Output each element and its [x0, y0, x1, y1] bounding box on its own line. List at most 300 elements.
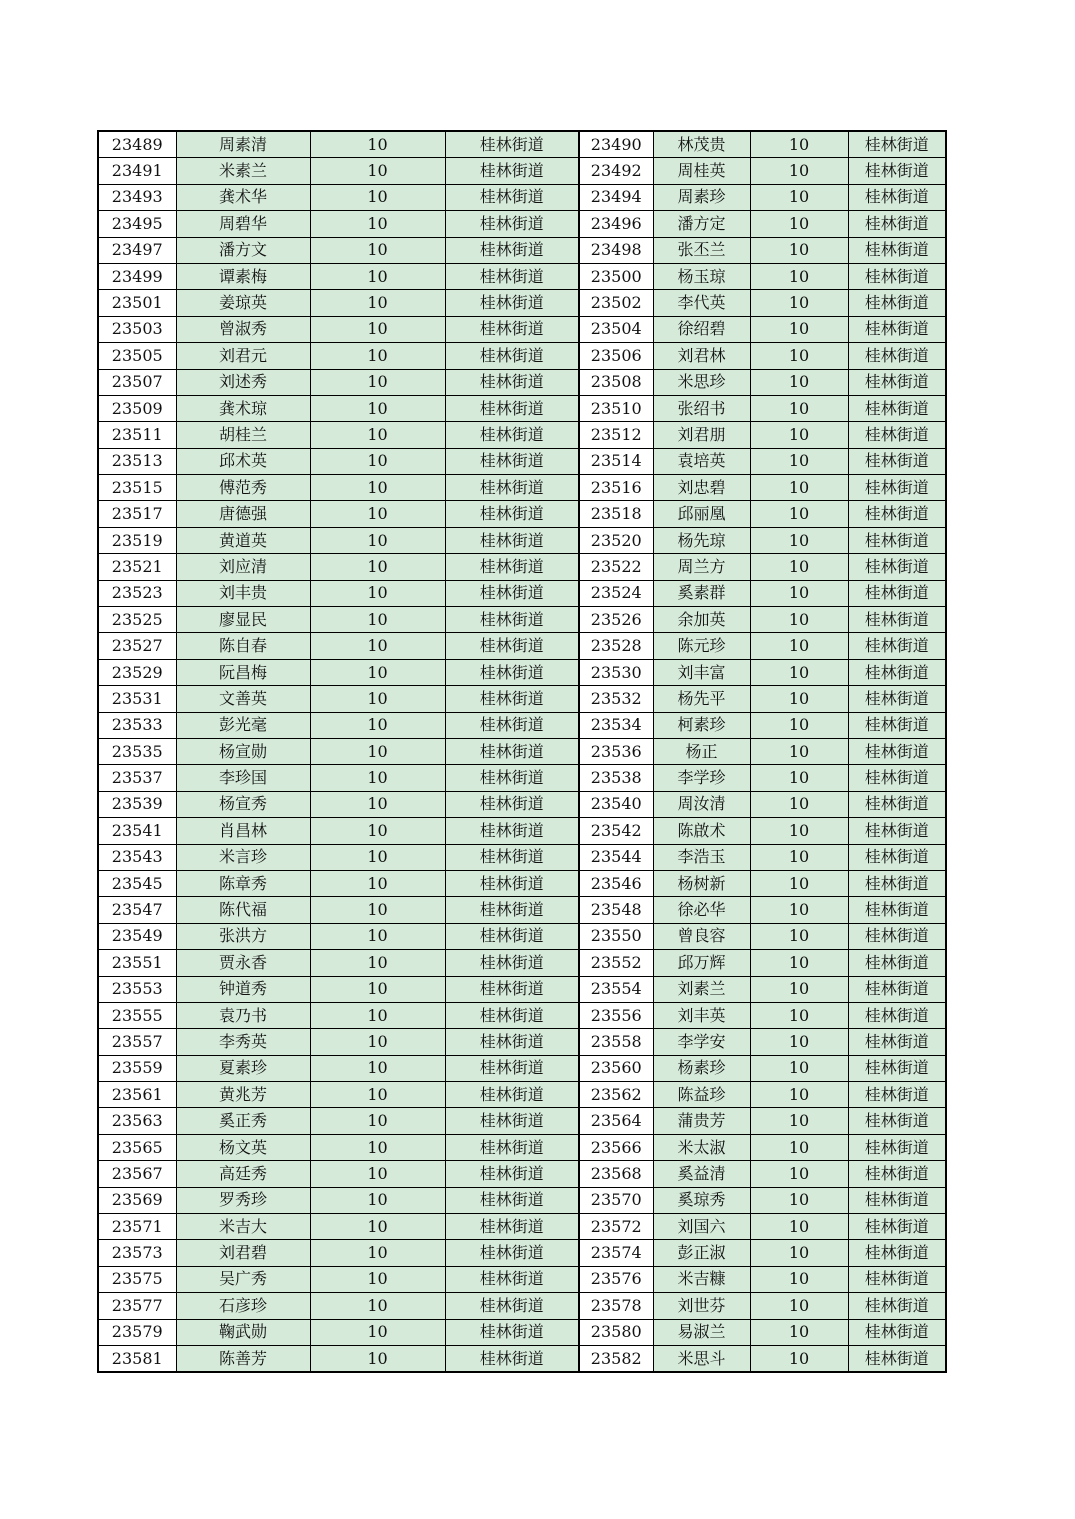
amount-cell: 10	[750, 1002, 848, 1028]
amount-cell: 10	[750, 501, 848, 527]
amount-cell: 10	[310, 686, 445, 712]
subdistrict-cell: 桂林街道	[445, 1240, 579, 1266]
person-name-cell: 袁培英	[653, 448, 750, 474]
amount-cell: 10	[750, 791, 848, 817]
person-name-cell: 袁乃书	[176, 1002, 310, 1028]
table-row	[98, 131, 946, 158]
table-row	[98, 738, 946, 764]
subdistrict-cell: 桂林街道	[848, 950, 946, 976]
subdistrict-cell: 桂林街道	[848, 1293, 946, 1319]
person-name-cell: 钟道秀	[176, 976, 310, 1002]
record-id-cell: 23552	[579, 950, 653, 976]
person-name-cell: 周汝清	[653, 791, 750, 817]
person-name-cell: 彭光毫	[176, 712, 310, 738]
subdistrict-cell: 桂林街道	[445, 607, 579, 633]
record-id-cell: 23538	[579, 765, 653, 791]
table-row	[98, 1055, 946, 1081]
amount-cell: 10	[750, 580, 848, 606]
record-id-cell: 23533	[98, 712, 176, 738]
person-name-cell: 奚益清	[653, 1161, 750, 1187]
person-name-cell: 杨素珍	[653, 1055, 750, 1081]
record-id-cell: 23545	[98, 870, 176, 896]
amount-cell: 10	[310, 870, 445, 896]
table-row	[98, 1161, 946, 1187]
person-name-cell: 林茂贵	[653, 131, 750, 158]
table-row	[98, 818, 946, 844]
subdistrict-cell: 桂林街道	[848, 237, 946, 263]
subdistrict-cell: 桂林街道	[445, 475, 579, 501]
person-name-cell: 杨宣秀	[176, 791, 310, 817]
subdistrict-cell: 桂林街道	[445, 580, 579, 606]
table-row	[98, 1293, 946, 1319]
subdistrict-cell: 桂林街道	[848, 1240, 946, 1266]
person-name-cell: 夏素珍	[176, 1055, 310, 1081]
subdistrict-cell: 桂林街道	[848, 897, 946, 923]
amount-cell: 10	[310, 1345, 445, 1372]
person-name-cell: 高廷秀	[176, 1161, 310, 1187]
person-name-cell: 陈啟术	[653, 818, 750, 844]
amount-cell: 10	[750, 870, 848, 896]
subdistrict-cell: 桂林街道	[445, 818, 579, 844]
subdistrict-cell: 桂林街道	[445, 131, 579, 158]
amount-cell: 10	[750, 422, 848, 448]
table-row	[98, 607, 946, 633]
subdistrict-cell: 桂林街道	[445, 765, 579, 791]
table-row	[98, 1029, 946, 1055]
person-name-cell: 周素珍	[653, 184, 750, 210]
person-name-cell: 龚术华	[176, 184, 310, 210]
person-name-cell: 陈善芳	[176, 1345, 310, 1372]
subdistrict-cell: 桂林街道	[445, 211, 579, 237]
person-name-cell: 杨先琼	[653, 527, 750, 553]
person-name-cell: 张洪方	[176, 923, 310, 949]
amount-cell: 10	[750, 950, 848, 976]
person-name-cell: 李代英	[653, 290, 750, 316]
amount-cell: 10	[310, 897, 445, 923]
person-name-cell: 姜琼英	[176, 290, 310, 316]
table-row	[98, 659, 946, 685]
amount-cell: 10	[750, 1345, 848, 1372]
record-id-cell: 23521	[98, 554, 176, 580]
subdistrict-cell: 桂林街道	[445, 844, 579, 870]
subdistrict-cell: 桂林街道	[848, 765, 946, 791]
record-id-cell: 23560	[579, 1055, 653, 1081]
record-id-cell: 23522	[579, 554, 653, 580]
table-row	[98, 1266, 946, 1292]
amount-cell: 10	[310, 1002, 445, 1028]
amount-cell: 10	[750, 316, 848, 342]
record-id-cell: 23572	[579, 1214, 653, 1240]
person-name-cell: 柯素珍	[653, 712, 750, 738]
subdistrict-cell: 桂林街道	[445, 554, 579, 580]
subdistrict-cell: 桂林街道	[848, 263, 946, 289]
record-id-cell: 23518	[579, 501, 653, 527]
amount-cell: 10	[750, 1214, 848, 1240]
record-id-cell: 23511	[98, 422, 176, 448]
subdistrict-cell: 桂林街道	[848, 1029, 946, 1055]
amount-cell: 10	[310, 818, 445, 844]
amount-cell: 10	[310, 633, 445, 659]
roster-table	[97, 130, 947, 1373]
person-name-cell: 刘忠碧	[653, 475, 750, 501]
table-row	[98, 527, 946, 553]
amount-cell: 10	[750, 1187, 848, 1213]
amount-cell: 10	[750, 1055, 848, 1081]
amount-cell: 10	[310, 158, 445, 184]
table-row	[98, 501, 946, 527]
record-id-cell: 23558	[579, 1029, 653, 1055]
table-row	[98, 158, 946, 184]
record-id-cell: 23536	[579, 738, 653, 764]
record-id-cell: 23517	[98, 501, 176, 527]
record-id-cell: 23505	[98, 343, 176, 369]
person-name-cell: 易淑兰	[653, 1319, 750, 1345]
person-name-cell: 刘丰贵	[176, 580, 310, 606]
person-name-cell: 陈代福	[176, 897, 310, 923]
subdistrict-cell: 桂林街道	[848, 1187, 946, 1213]
person-name-cell: 曾淑秀	[176, 316, 310, 342]
person-name-cell: 刘君朋	[653, 422, 750, 448]
record-id-cell: 23580	[579, 1319, 653, 1345]
person-name-cell: 奚正秀	[176, 1108, 310, 1134]
table-row	[98, 1002, 946, 1028]
amount-cell: 10	[310, 976, 445, 1002]
amount-cell: 10	[310, 1319, 445, 1345]
subdistrict-cell: 桂林街道	[848, 554, 946, 580]
amount-cell: 10	[310, 738, 445, 764]
record-id-cell: 23574	[579, 1240, 653, 1266]
amount-cell: 10	[750, 633, 848, 659]
subdistrict-cell: 桂林街道	[848, 738, 946, 764]
amount-cell: 10	[750, 1319, 848, 1345]
amount-cell: 10	[750, 1293, 848, 1319]
person-name-cell: 刘国六	[653, 1214, 750, 1240]
subdistrict-cell: 桂林街道	[848, 870, 946, 896]
subdistrict-cell: 桂林街道	[848, 343, 946, 369]
record-id-cell: 23568	[579, 1161, 653, 1187]
amount-cell: 10	[310, 950, 445, 976]
record-id-cell: 23576	[579, 1266, 653, 1292]
table-row	[98, 1108, 946, 1134]
person-name-cell: 米太淑	[653, 1134, 750, 1160]
person-name-cell: 李秀英	[176, 1029, 310, 1055]
person-name-cell: 李学安	[653, 1029, 750, 1055]
record-id-cell: 23504	[579, 316, 653, 342]
record-id-cell: 23513	[98, 448, 176, 474]
record-id-cell: 23544	[579, 844, 653, 870]
table-row	[98, 976, 946, 1002]
subdistrict-cell: 桂林街道	[445, 712, 579, 738]
person-name-cell: 张绍书	[653, 395, 750, 421]
table-row	[98, 870, 946, 896]
person-name-cell: 奚素群	[653, 580, 750, 606]
amount-cell: 10	[310, 580, 445, 606]
table-row	[98, 633, 946, 659]
person-name-cell: 蒲贵芳	[653, 1108, 750, 1134]
subdistrict-cell: 桂林街道	[848, 633, 946, 659]
amount-cell: 10	[750, 686, 848, 712]
person-name-cell: 彭正淑	[653, 1240, 750, 1266]
person-name-cell: 廖显民	[176, 607, 310, 633]
person-name-cell: 刘丰富	[653, 659, 750, 685]
record-id-cell: 23516	[579, 475, 653, 501]
subdistrict-cell: 桂林街道	[445, 343, 579, 369]
subdistrict-cell: 桂林街道	[848, 580, 946, 606]
subdistrict-cell: 桂林街道	[848, 1266, 946, 1292]
person-name-cell: 曾良容	[653, 923, 750, 949]
amount-cell: 10	[750, 1240, 848, 1266]
subdistrict-cell: 桂林街道	[445, 1214, 579, 1240]
amount-cell: 10	[310, 448, 445, 474]
subdistrict-cell: 桂林街道	[848, 1134, 946, 1160]
subdistrict-cell: 桂林街道	[848, 1108, 946, 1134]
record-id-cell: 23493	[98, 184, 176, 210]
table-row	[98, 369, 946, 395]
record-id-cell: 23526	[579, 607, 653, 633]
record-id-cell: 23570	[579, 1187, 653, 1213]
person-name-cell: 米思珍	[653, 369, 750, 395]
person-name-cell: 刘君元	[176, 343, 310, 369]
person-name-cell: 米思斗	[653, 1345, 750, 1372]
amount-cell: 10	[750, 131, 848, 158]
subdistrict-cell: 桂林街道	[445, 395, 579, 421]
subdistrict-cell: 桂林街道	[848, 158, 946, 184]
record-id-cell: 23499	[98, 263, 176, 289]
subdistrict-cell: 桂林街道	[848, 184, 946, 210]
table-row	[98, 422, 946, 448]
record-id-cell: 23525	[98, 607, 176, 633]
subdistrict-cell: 桂林街道	[445, 1029, 579, 1055]
person-name-cell: 李珍国	[176, 765, 310, 791]
amount-cell: 10	[310, 1293, 445, 1319]
amount-cell: 10	[310, 659, 445, 685]
subdistrict-cell: 桂林街道	[848, 1002, 946, 1028]
record-id-cell: 23492	[579, 158, 653, 184]
record-id-cell: 23535	[98, 738, 176, 764]
amount-cell: 10	[310, 184, 445, 210]
person-name-cell: 肖昌林	[176, 818, 310, 844]
record-id-cell: 23507	[98, 369, 176, 395]
record-id-cell: 23490	[579, 131, 653, 158]
amount-cell: 10	[310, 1108, 445, 1134]
record-id-cell: 23491	[98, 158, 176, 184]
amount-cell: 10	[310, 765, 445, 791]
subdistrict-cell: 桂林街道	[445, 263, 579, 289]
amount-cell: 10	[750, 475, 848, 501]
person-name-cell: 邱丽凰	[653, 501, 750, 527]
record-id-cell: 23564	[579, 1108, 653, 1134]
subdistrict-cell: 桂林街道	[445, 1002, 579, 1028]
amount-cell: 10	[310, 1055, 445, 1081]
person-name-cell: 米素兰	[176, 158, 310, 184]
person-name-cell: 潘方定	[653, 211, 750, 237]
subdistrict-cell: 桂林街道	[445, 870, 579, 896]
subdistrict-cell: 桂林街道	[445, 1266, 579, 1292]
subdistrict-cell: 桂林街道	[445, 1082, 579, 1108]
subdistrict-cell: 桂林街道	[445, 184, 579, 210]
person-name-cell: 徐绍碧	[653, 316, 750, 342]
subdistrict-cell: 桂林街道	[848, 501, 946, 527]
amount-cell: 10	[310, 501, 445, 527]
amount-cell: 10	[310, 1214, 445, 1240]
amount-cell: 10	[310, 712, 445, 738]
subdistrict-cell: 桂林街道	[848, 395, 946, 421]
record-id-cell: 23515	[98, 475, 176, 501]
subdistrict-cell: 桂林街道	[848, 211, 946, 237]
amount-cell: 10	[750, 976, 848, 1002]
table-row	[98, 475, 946, 501]
subdistrict-cell: 桂林街道	[848, 1345, 946, 1372]
table-row	[98, 765, 946, 791]
amount-cell: 10	[310, 1082, 445, 1108]
record-id-cell: 23565	[98, 1134, 176, 1160]
record-id-cell: 23529	[98, 659, 176, 685]
amount-cell: 10	[310, 422, 445, 448]
subdistrict-cell: 桂林街道	[445, 923, 579, 949]
amount-cell: 10	[750, 818, 848, 844]
record-id-cell: 23566	[579, 1134, 653, 1160]
amount-cell: 10	[750, 1266, 848, 1292]
record-id-cell: 23527	[98, 633, 176, 659]
amount-cell: 10	[750, 237, 848, 263]
table-row	[98, 1319, 946, 1345]
amount-cell: 10	[310, 237, 445, 263]
person-name-cell: 米吉大	[176, 1214, 310, 1240]
record-id-cell: 23495	[98, 211, 176, 237]
person-name-cell: 杨宣勋	[176, 738, 310, 764]
amount-cell: 10	[310, 395, 445, 421]
amount-cell: 10	[750, 158, 848, 184]
record-id-cell: 23553	[98, 976, 176, 1002]
subdistrict-cell: 桂林街道	[445, 1319, 579, 1345]
record-id-cell: 23500	[579, 263, 653, 289]
person-name-cell: 杨文英	[176, 1134, 310, 1160]
subdistrict-cell: 桂林街道	[445, 501, 579, 527]
subdistrict-cell: 桂林街道	[445, 158, 579, 184]
person-name-cell: 鞠武勋	[176, 1319, 310, 1345]
person-name-cell: 周碧华	[176, 211, 310, 237]
record-id-cell: 23563	[98, 1108, 176, 1134]
person-name-cell: 龚术琼	[176, 395, 310, 421]
subdistrict-cell: 桂林街道	[445, 976, 579, 1002]
record-id-cell: 23530	[579, 659, 653, 685]
amount-cell: 10	[750, 1134, 848, 1160]
amount-cell: 10	[310, 844, 445, 870]
table-row	[98, 263, 946, 289]
amount-cell: 10	[310, 369, 445, 395]
person-name-cell: 奚琼秀	[653, 1187, 750, 1213]
record-id-cell: 23575	[98, 1266, 176, 1292]
subdistrict-cell: 桂林街道	[445, 1055, 579, 1081]
record-id-cell: 23539	[98, 791, 176, 817]
person-name-cell: 傅范秀	[176, 475, 310, 501]
subdistrict-cell: 桂林街道	[848, 1214, 946, 1240]
record-id-cell: 23528	[579, 633, 653, 659]
record-id-cell: 23496	[579, 211, 653, 237]
amount-cell: 10	[310, 554, 445, 580]
record-id-cell: 23543	[98, 844, 176, 870]
record-id-cell: 23531	[98, 686, 176, 712]
person-name-cell: 周桂英	[653, 158, 750, 184]
record-id-cell: 23569	[98, 1187, 176, 1213]
subdistrict-cell: 桂林街道	[848, 712, 946, 738]
person-name-cell: 黄道英	[176, 527, 310, 553]
person-name-cell: 贾永香	[176, 950, 310, 976]
subdistrict-cell: 桂林街道	[445, 316, 579, 342]
subdistrict-cell: 桂林街道	[848, 422, 946, 448]
person-name-cell: 刘素兰	[653, 976, 750, 1002]
person-name-cell: 杨先平	[653, 686, 750, 712]
subdistrict-cell: 桂林街道	[848, 659, 946, 685]
subdistrict-cell: 桂林街道	[848, 686, 946, 712]
person-name-cell: 徐必华	[653, 897, 750, 923]
record-id-cell: 23567	[98, 1161, 176, 1187]
record-id-cell: 23532	[579, 686, 653, 712]
record-id-cell: 23548	[579, 897, 653, 923]
subdistrict-cell: 桂林街道	[848, 844, 946, 870]
record-id-cell: 23571	[98, 1214, 176, 1240]
person-name-cell: 吴广秀	[176, 1266, 310, 1292]
subdistrict-cell: 桂林街道	[848, 1319, 946, 1345]
record-id-cell: 23509	[98, 395, 176, 421]
subdistrict-cell: 桂林街道	[445, 1108, 579, 1134]
record-id-cell: 23508	[579, 369, 653, 395]
amount-cell: 10	[750, 1082, 848, 1108]
subdistrict-cell: 桂林街道	[445, 1134, 579, 1160]
table-row	[98, 950, 946, 976]
record-id-cell: 23573	[98, 1240, 176, 1266]
record-id-cell: 23579	[98, 1319, 176, 1345]
record-id-cell: 23555	[98, 1002, 176, 1028]
subdistrict-cell: 桂林街道	[848, 818, 946, 844]
amount-cell: 10	[750, 184, 848, 210]
record-id-cell: 23550	[579, 923, 653, 949]
person-name-cell: 陈章秀	[176, 870, 310, 896]
record-id-cell: 23557	[98, 1029, 176, 1055]
subdistrict-cell: 桂林街道	[848, 1161, 946, 1187]
amount-cell: 10	[310, 527, 445, 553]
subdistrict-cell: 桂林街道	[445, 897, 579, 923]
person-name-cell: 潘方文	[176, 237, 310, 263]
record-id-cell: 23542	[579, 818, 653, 844]
person-name-cell: 黄兆芳	[176, 1082, 310, 1108]
amount-cell: 10	[310, 263, 445, 289]
person-name-cell: 杨正	[653, 738, 750, 764]
subdistrict-cell: 桂林街道	[848, 607, 946, 633]
record-id-cell: 23537	[98, 765, 176, 791]
subdistrict-cell: 桂林街道	[848, 475, 946, 501]
record-id-cell: 23502	[579, 290, 653, 316]
subdistrict-cell: 桂林街道	[848, 316, 946, 342]
record-id-cell: 23582	[579, 1345, 653, 1372]
amount-cell: 10	[750, 1161, 848, 1187]
subdistrict-cell: 桂林街道	[848, 923, 946, 949]
person-name-cell: 文善英	[176, 686, 310, 712]
amount-cell: 10	[750, 1108, 848, 1134]
record-id-cell: 23519	[98, 527, 176, 553]
subdistrict-cell: 桂林街道	[848, 369, 946, 395]
person-name-cell: 余加英	[653, 607, 750, 633]
amount-cell: 10	[310, 791, 445, 817]
amount-cell: 10	[310, 316, 445, 342]
person-name-cell: 张丕兰	[653, 237, 750, 263]
amount-cell: 10	[310, 923, 445, 949]
amount-cell: 10	[750, 607, 848, 633]
amount-cell: 10	[310, 131, 445, 158]
record-id-cell: 23514	[579, 448, 653, 474]
amount-cell: 10	[750, 369, 848, 395]
subdistrict-cell: 桂林街道	[445, 686, 579, 712]
